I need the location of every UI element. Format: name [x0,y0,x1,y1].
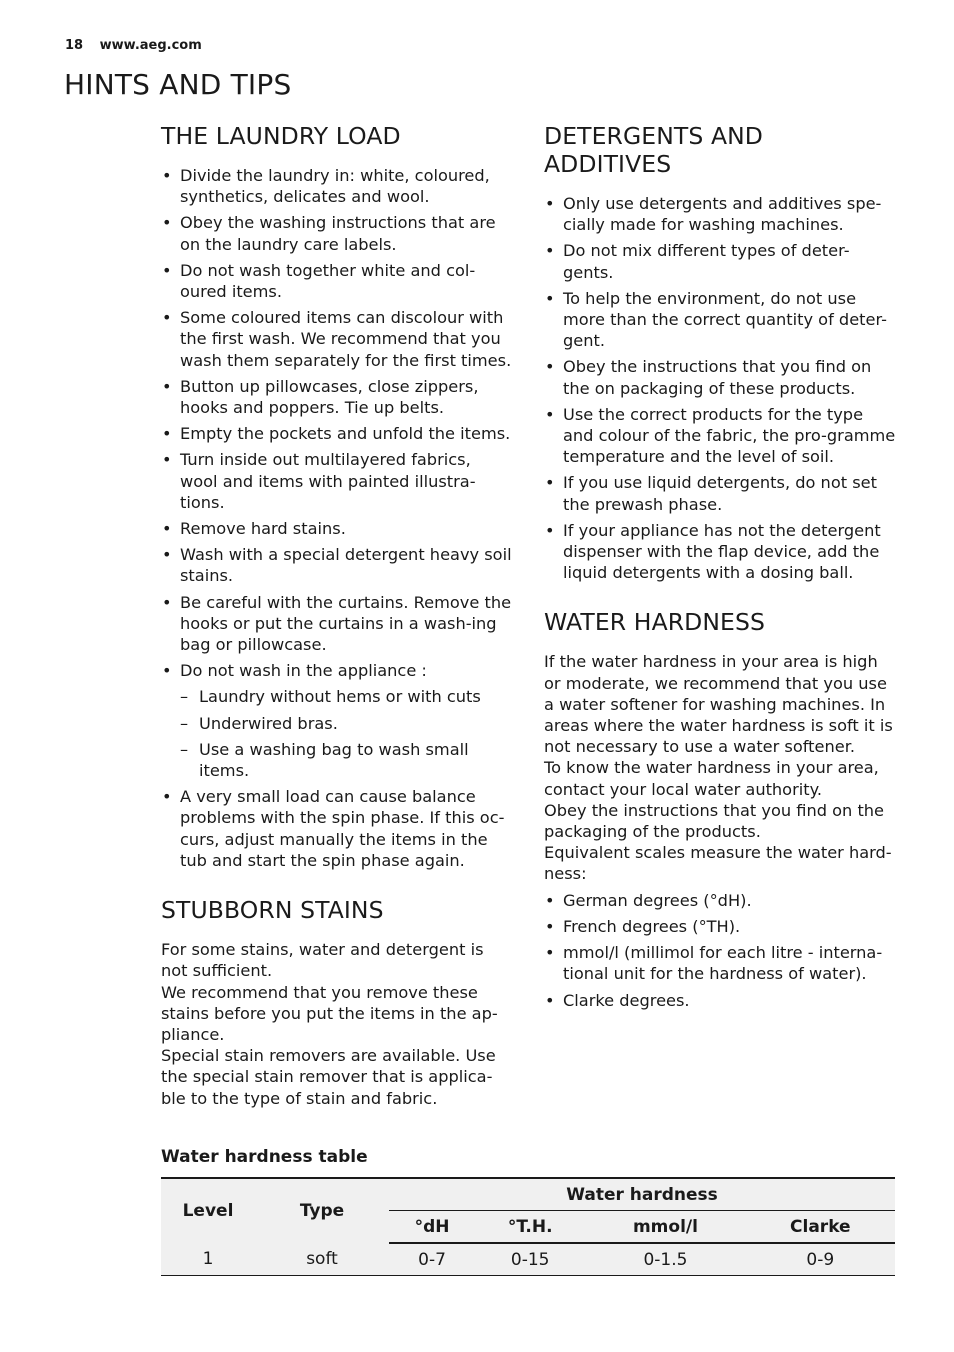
cell-clarke: 0-9 [746,1243,895,1276]
cell-type: soft [255,1243,389,1276]
page-header [65,38,202,53]
list-item: • Turn inside out multilayered fabrics, wool and items with painted illustra-tions. [161,449,513,513]
list-item: • To help the environment, do not use more than the correct quantity of deter-gent. [544,288,896,352]
table-title: Water hardness table [161,1147,368,1167]
cell-level: 1 [161,1243,255,1276]
list-item: • If your appliance has not the detergent dispenser with the flap device, add the liquid detergents with a dosing ball. [544,520,896,584]
stubborn-stains-heading: STUBBORN STAINS [161,896,384,925]
detergents-list [544,193,896,583]
header-dh: °dH [389,1211,475,1244]
table-row [161,1243,895,1276]
section-spacer [161,876,513,896]
left-column [161,122,513,1109]
list-item: • If you use liquid detergents, do not set the prewash phase. [544,472,896,514]
list-item: • Be careful with the curtains. Remove the hooks or put the curtains in a wash-ing bag or pillowcase. [161,592,513,656]
sub-list-item: – Use a washing bag to wash small items. [180,739,513,781]
list-item: • Button up pillowcases, close zippers, hooks and poppers. Tie up belts. [161,376,513,418]
right-column [544,122,896,1016]
page-title: HINTS AND TIPS [64,68,292,101]
cell-th: 0-15 [475,1243,585,1276]
list-item: • Do not wash together white and col-oured items. [161,260,513,302]
list-item-with-sublist [161,660,513,781]
laundry-load-heading: THE LAUNDRY LOAD [161,122,401,150]
sub-list-item: – Underwired bras. [180,713,513,734]
stubborn-stains-paragraph: Special stain removers are available. Use the special stain remover that is applica-ble to the type of stain and fabric. [161,1046,496,1108]
page-number: 18 [65,38,84,53]
website-url: www.aeg.com [99,38,202,53]
list-item: • Empty the pockets and unfold the items. [161,423,513,444]
water-hardness-paragraph: If the water hardness in your area is high or moderate, we recommend that you use a water softener for washing machines. In areas where the water hardness is soft it is not necessary to use a water softener. [544,652,893,757]
cell-dh: 0-7 [389,1243,475,1276]
header-clarke: Clarke [746,1211,895,1244]
list-item: • A very small load can cause balance problems with the spin phase. If this oc-curs, adjust manually the items in the tub and start the spin phase again. [161,786,513,871]
list-item-text: Do not wash in the appliance : [180,661,427,681]
list-item: • Remove hard stains. [161,518,513,539]
do-not-wash-sublist [180,686,513,781]
header-th: °T.H. [475,1211,585,1244]
header-water-hardness: Water hardness [389,1178,895,1211]
list-item: • Divide the laundry in: white, coloured, synthetics, delicates and wool. [161,165,513,207]
header-type: Type [255,1178,389,1243]
list-item: • Clarke degrees. [544,990,896,1011]
water-hardness-table [161,1177,895,1276]
water-hardness-paragraph: To know the water hardness in your area, contact your local water authority. [544,758,879,799]
section-spacer [544,588,896,608]
stubborn-stains-paragraph: For some stains, water and detergent is not sufficient. [161,940,484,981]
list-item: • French degrees (°TH). [544,916,896,937]
list-item: • mmol/l (millimol for each litre - interna-tional unit for the hardness of water). [544,942,896,984]
table-header-row [161,1178,895,1211]
list-item: • Only use detergents and additives spe-cially made for washing machines. [544,193,896,235]
detergents-heading: DETERGENTS AND ADDITIVES [544,122,764,178]
water-hardness-paragraph: Equivalent scales measure the water hard-ness: [544,843,892,884]
list-item: • Obey the instructions that you find on the on packaging of these products. [544,356,896,398]
list-item: • Some coloured items can discolour with the first wash. We recommend that you wash them separately for the first times. [161,307,513,371]
water-hardness-heading: WATER HARDNESS [544,608,766,637]
list-item: • Do not mix different types of deter-gents. [544,240,896,282]
header-level: Level [161,1178,255,1243]
laundry-load-list [161,165,513,871]
hardness-scales-list [544,890,896,1011]
sub-list-item: – Laundry without hems or with cuts [180,686,513,707]
stubborn-stains-paragraph: We recommend that you remove these stains before you put the items in the ap-pliance. [161,982,498,1044]
header-mmol: mmol/l [585,1211,745,1244]
list-item: • Obey the washing instructions that are on the laundry care labels. [161,212,513,254]
water-hardness-paragraph: Obey the instructions that you find on the packaging of the products. [544,800,885,842]
list-item: • Use the correct products for the type and colour of the fabric, the pro-gramme temperature and the level of soil. [544,404,896,468]
cell-mmol: 0-1.5 [585,1243,745,1276]
list-item: • Wash with a special detergent heavy soil stains. [161,544,513,586]
list-item: • German degrees (°dH). [544,890,896,911]
